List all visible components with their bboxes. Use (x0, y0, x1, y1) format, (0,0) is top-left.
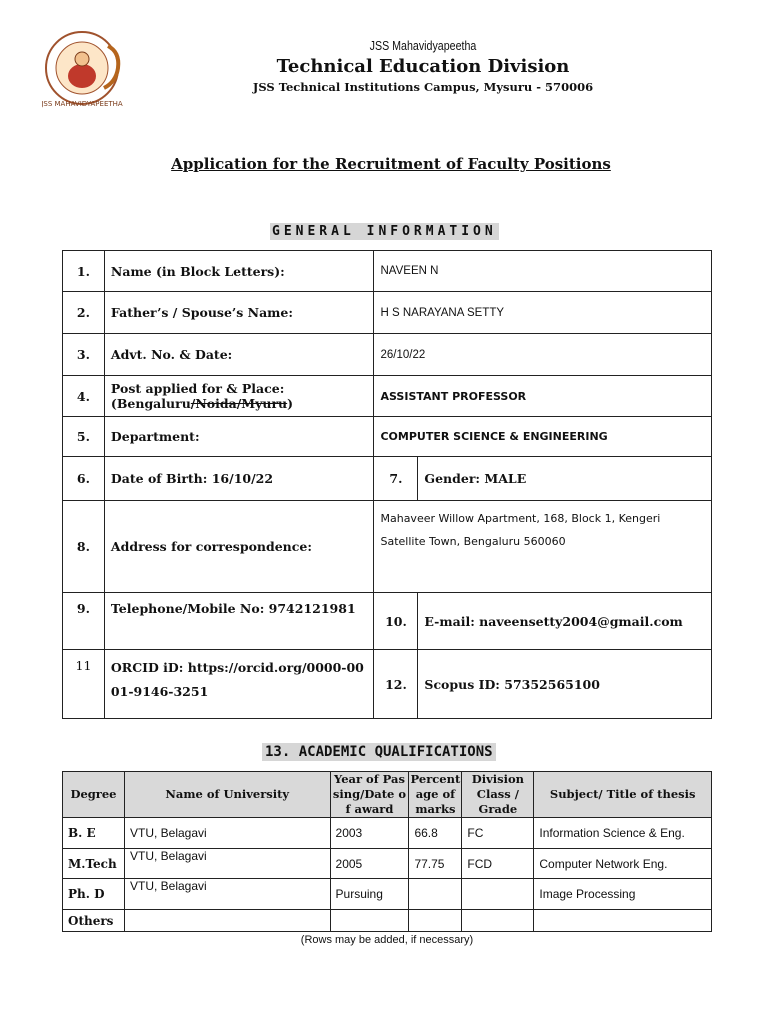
table-row (63, 879, 712, 910)
father-name-value[interactable]: H S NARAYANA SETTY (374, 292, 712, 334)
degree-cell: Ph. D (63, 879, 125, 910)
table-row (63, 251, 712, 292)
field-label: Father’s / Spouse’s Name: (104, 292, 374, 334)
table-row (63, 417, 712, 457)
row-number: 9. (63, 593, 105, 650)
row-number: 12. (374, 650, 418, 719)
scopus-field[interactable]: Scopus ID: 57352565100 (418, 650, 712, 719)
address-value[interactable]: Mahaveer Willow Apartment, 168, Block 1, Kengeri Satellite Town, Bengaluru 560060 (374, 501, 712, 593)
col-subject: Subject/ Title of thesis (534, 772, 712, 818)
col-year: Year of Passing/Date of award (330, 772, 409, 818)
row-number: 7. (374, 457, 418, 501)
table-row (63, 334, 712, 376)
year-cell[interactable] (330, 910, 409, 932)
field-label (104, 376, 374, 417)
degree-cell: Others (63, 910, 125, 932)
table-header-row (63, 772, 712, 818)
table-row (63, 376, 712, 417)
row-number: 4. (63, 376, 105, 417)
col-degree: Degree (63, 772, 125, 818)
row-number: 6. (63, 457, 105, 501)
general-info-heading: GENERAL INFORMATION (272, 224, 497, 239)
degree-cell: B. E (63, 818, 125, 849)
campus-address: JSS Technical Institutions Campus, Mysuru - 570006 (252, 80, 594, 94)
col-percent: Percentage of marks (410, 772, 461, 816)
row-number: 11 (63, 650, 105, 719)
gender-field[interactable]: Gender: MALE (418, 457, 712, 501)
division-cell[interactable]: FCD (462, 849, 534, 879)
col-division: Division Class / Grade (462, 772, 534, 818)
table-row (63, 818, 712, 849)
percent-cell[interactable] (409, 910, 462, 932)
col-university: Name of University (124, 772, 330, 818)
phone-field[interactable]: Telephone/Mobile No: 9742121981 (104, 593, 374, 650)
field-label: Advt. No. & Date: (104, 334, 374, 376)
degree-cell: M.Tech (63, 849, 125, 879)
percent-cell[interactable]: 66.8 (409, 818, 462, 849)
academic-table (62, 771, 712, 932)
general-info-table (62, 250, 712, 719)
table-row (63, 849, 712, 879)
subject-cell[interactable]: Information Science & Eng. (534, 818, 712, 849)
university-cell[interactable]: VTU, Belagavi (124, 849, 330, 879)
dob-field[interactable]: Date of Birth: 16/10/22 (104, 457, 374, 501)
subject-cell[interactable]: Image Processing (534, 879, 712, 910)
row-number: 5. (63, 417, 105, 457)
row-number: 8. (63, 501, 105, 593)
table-row (63, 910, 712, 932)
field-label: Name (in Block Letters): (104, 251, 374, 292)
percent-cell[interactable]: 77.75 (409, 849, 462, 879)
svg-text:JSS MAHAVIDYAPEETHA: JSS MAHAVIDYAPEETHA (42, 100, 123, 108)
post-label: Post applied for & Place: (110, 381, 285, 396)
email-field[interactable]: E-mail: naveensetty2004@gmail.com (418, 593, 712, 650)
division-cell[interactable]: FC (462, 818, 534, 849)
row-number: 1. (63, 251, 105, 292)
university-cell[interactable] (124, 910, 330, 932)
table-row (63, 593, 712, 650)
row-number: 3. (63, 334, 105, 376)
table-row (63, 292, 712, 334)
year-cell[interactable]: 2003 (330, 818, 409, 849)
table-row (63, 501, 712, 593)
university-cell[interactable]: VTU, Belagavi (124, 879, 330, 910)
percent-cell[interactable] (409, 879, 462, 910)
advt-date-value[interactable]: 26/10/22 (374, 334, 712, 376)
department-value[interactable]: COMPUTER SCIENCE & ENGINEERING (374, 417, 712, 457)
university-cell[interactable]: VTU, Belagavi (124, 818, 330, 849)
place-struck: /Noida/Myuru (190, 396, 288, 411)
post-value[interactable]: ASSISTANT PROFESSOR (374, 376, 712, 417)
division-name: Technical Education Division (276, 56, 570, 77)
org-name: JSS Mahavidyapeetha (369, 38, 477, 53)
subject-cell[interactable]: Computer Network Eng. (534, 849, 712, 879)
page-title: Application for the Recruitment of Faculty Positions (171, 155, 611, 173)
division-cell[interactable] (462, 879, 534, 910)
academic-heading: 13. ACADEMIC QUALIFICATIONS (262, 743, 496, 761)
table-row (63, 457, 712, 501)
subject-cell[interactable] (534, 910, 712, 932)
name-value[interactable]: NAVEEN N (374, 251, 712, 292)
table-row (63, 650, 712, 719)
place-open: (Bengaluru (110, 396, 191, 411)
place-close: ) (287, 396, 294, 411)
row-number: 10. (374, 593, 418, 650)
orcid-field[interactable]: ORCID iD: https://orcid.org/0000-0001-9146-3251 (104, 650, 374, 719)
field-label: Department: (104, 417, 374, 457)
year-cell[interactable]: 2005 (330, 849, 409, 879)
year-cell[interactable]: Pursuing (330, 879, 409, 910)
field-label: Address for correspondence: (104, 501, 374, 593)
rows-note: (Rows may be added, if necessary) (300, 934, 474, 946)
row-number: 2. (63, 292, 105, 334)
division-cell[interactable] (462, 910, 534, 932)
